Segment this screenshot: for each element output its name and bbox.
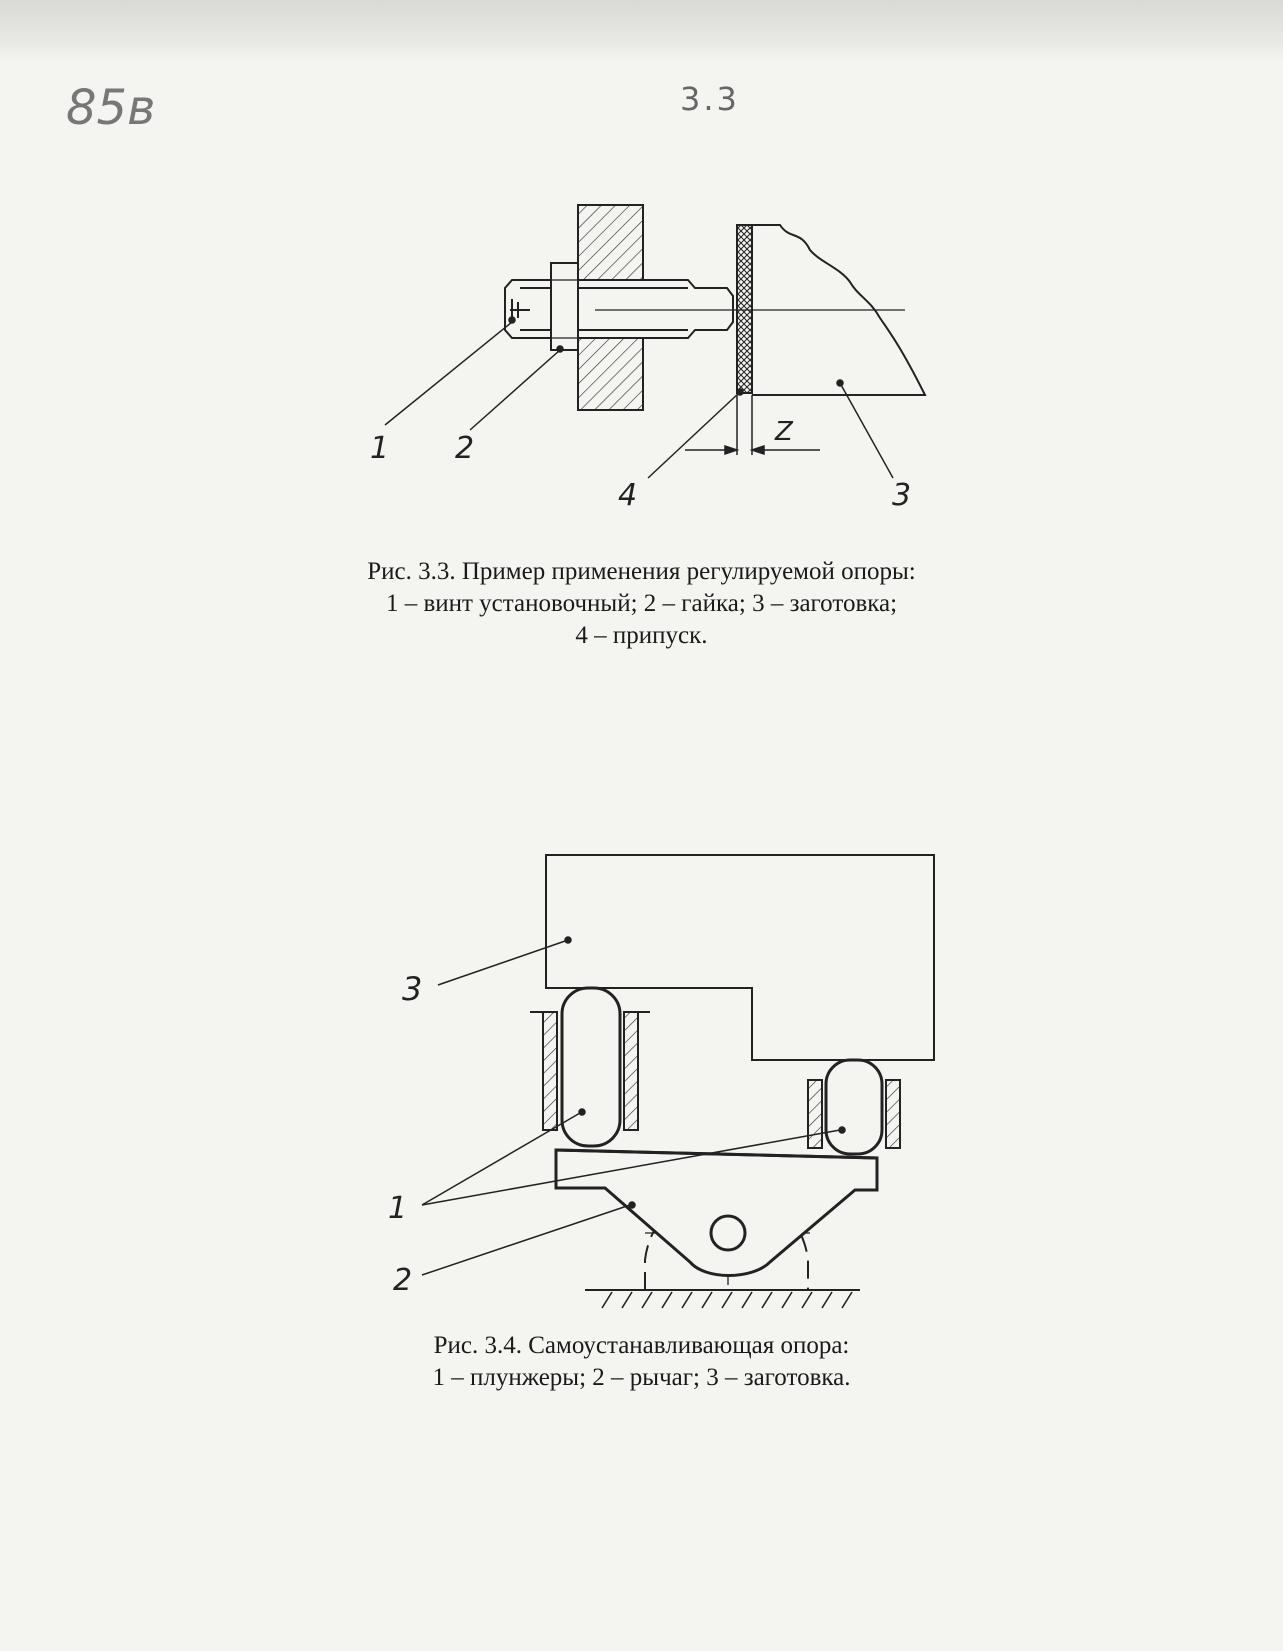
label-2: 2	[393, 1263, 413, 1298]
handwritten-note: 85в	[66, 80, 156, 136]
figure-3-3-caption	[0, 556, 1283, 652]
caption-line: 4 – припуск.	[575, 622, 708, 649]
label-1: 1	[370, 431, 390, 466]
label-3: 3	[892, 478, 912, 513]
caption-line: 1 – плунжеры; 2 – рычаг; 3 – заготовка.	[432, 1364, 851, 1391]
page-number: 3.3	[680, 80, 740, 118]
label-z: Z	[775, 417, 793, 447]
allowance-layer	[737, 225, 752, 393]
label-2: 2	[455, 431, 475, 466]
caption-line: 1 – винт установочный; 2 – гайка; 3 – заготовка;	[385, 590, 898, 617]
label-4: 4	[618, 478, 638, 513]
label-3: 3	[402, 970, 423, 1008]
caption-line: Рис. 3.4. Самоустанавливающая опора:	[433, 1332, 850, 1359]
caption-line: Рис. 3.3. Пример применения регулируемой опоры:	[367, 558, 916, 585]
label-1: 1	[388, 1191, 408, 1226]
lock-nut	[551, 263, 578, 350]
figure-3-4-caption	[0, 1330, 1283, 1394]
